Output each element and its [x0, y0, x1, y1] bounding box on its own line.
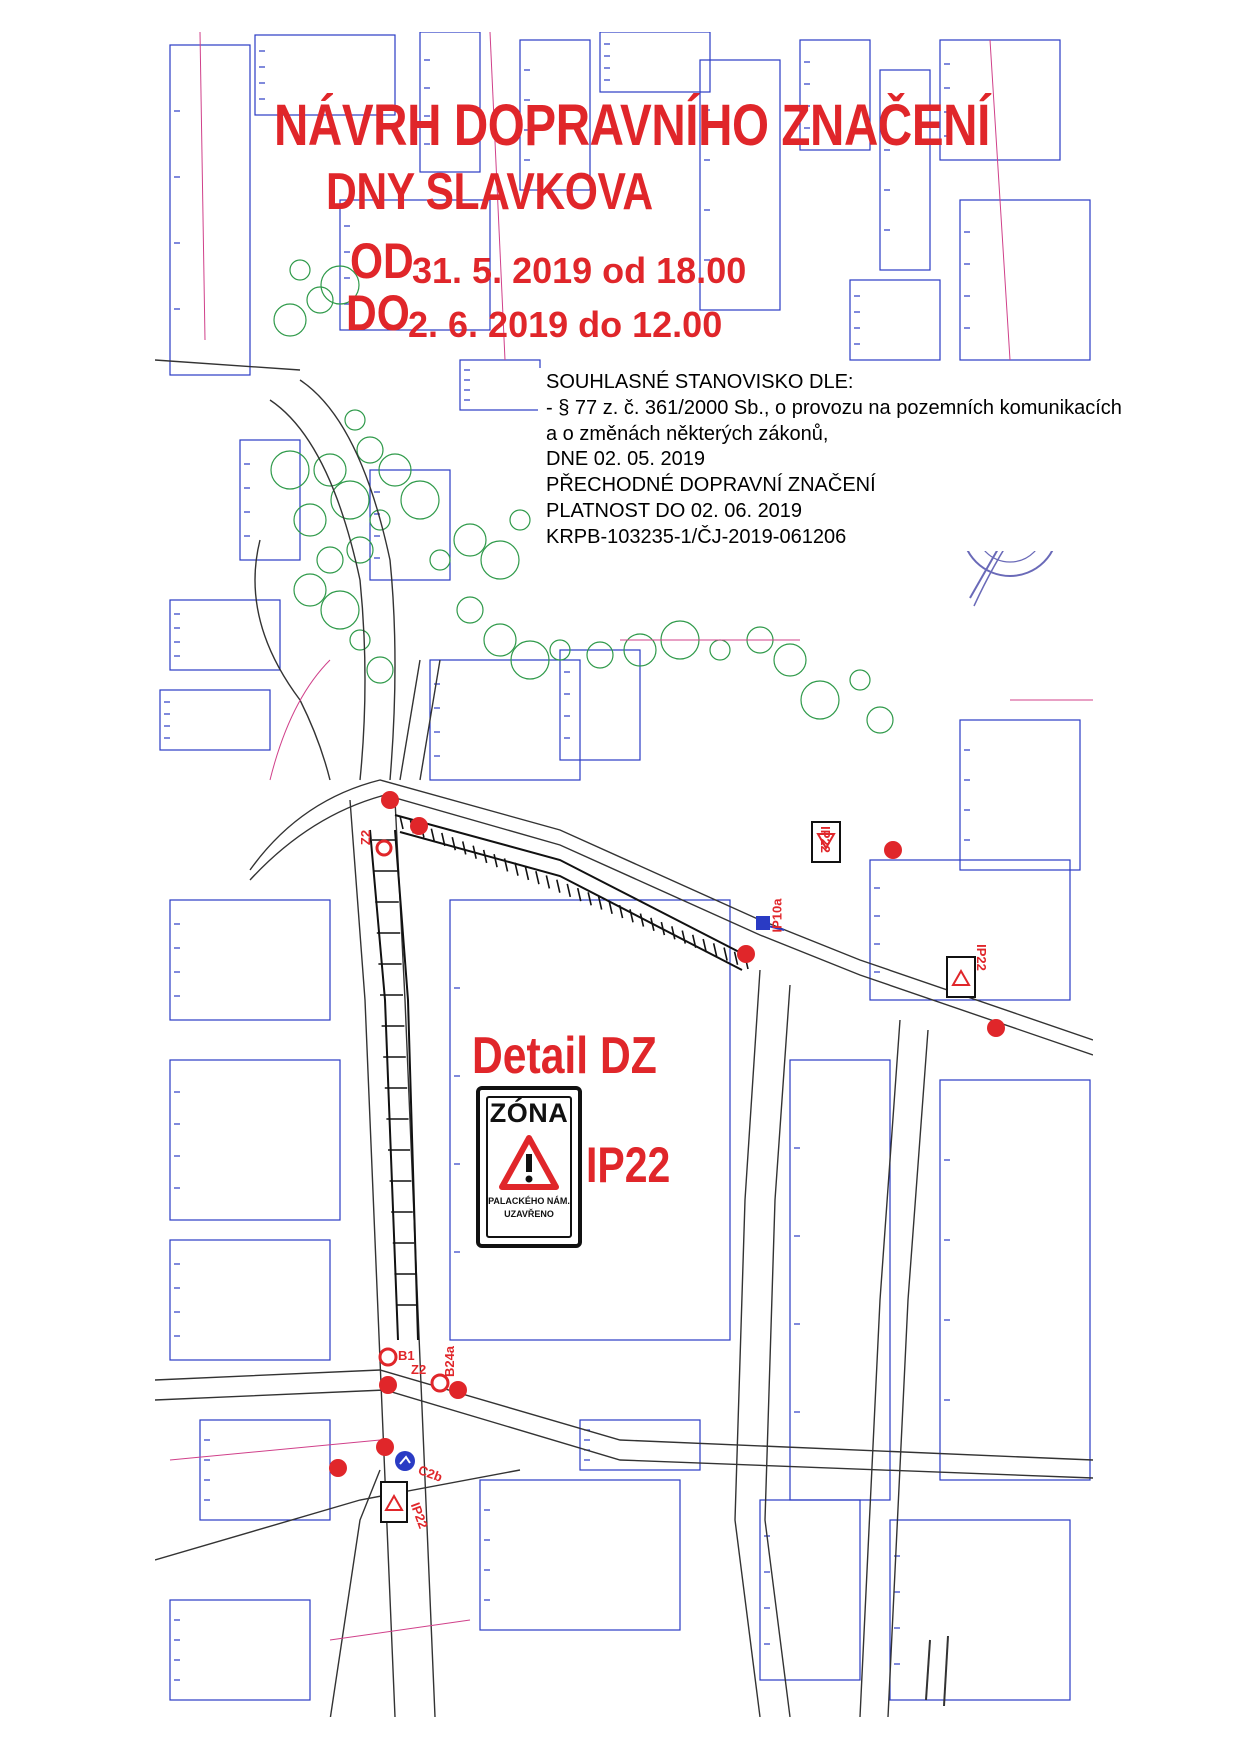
tree	[484, 624, 516, 656]
tree	[401, 481, 439, 519]
hatch-tick	[714, 943, 717, 956]
tree	[317, 547, 343, 573]
building-block	[170, 600, 280, 670]
building-block	[760, 1500, 860, 1680]
map-label-z2: Z2	[358, 829, 374, 846]
hatch-tick	[599, 897, 602, 910]
sign-marker	[410, 817, 428, 835]
building-block	[170, 900, 330, 1020]
sign-marker	[381, 791, 399, 809]
approval-line: PLATNOST DO 02. 06. 2019	[546, 499, 803, 522]
b1-marker	[380, 1349, 396, 1365]
approval-line: DNE 02. 05. 2019	[546, 448, 705, 471]
tree	[587, 642, 613, 668]
sign-word: ZÓNA	[489, 1098, 569, 1128]
detail-title: Detail DZ	[472, 1027, 657, 1085]
sign-marker	[987, 1019, 1005, 1037]
tree	[801, 681, 839, 719]
tree	[457, 597, 483, 623]
sign-marker	[449, 1381, 467, 1399]
map-label-b24a: B24a	[442, 1345, 458, 1378]
building-block	[560, 650, 640, 760]
ip22-zone-sign	[476, 1086, 582, 1248]
tree	[274, 304, 306, 336]
building-block	[170, 45, 250, 375]
sign-code: IP22	[586, 1137, 671, 1193]
tree	[510, 510, 530, 530]
tree	[710, 640, 730, 660]
sign-subtext-2: UZAVŘENO	[504, 1209, 554, 1219]
b24a-marker	[432, 1375, 448, 1391]
from-label: OD	[350, 233, 414, 289]
tree	[357, 437, 383, 463]
building-block	[170, 1060, 340, 1220]
hatch-tick	[588, 892, 591, 905]
tree	[294, 574, 326, 606]
map-label-ip22: IP22	[407, 1500, 431, 1531]
building-block	[850, 280, 940, 360]
sign-marker	[737, 945, 755, 963]
hatch-tick	[630, 909, 633, 922]
sign-marker	[379, 1376, 397, 1394]
approval-line: SOUHLASNÉ STANOVISKO DLE:	[546, 371, 854, 393]
hatch-tick	[463, 841, 466, 854]
tree	[367, 657, 393, 683]
tree	[290, 260, 310, 280]
hatch-tick	[494, 854, 497, 867]
map-label-b1: B1	[398, 1348, 415, 1363]
plan-subtitle: DNY SLAVKOVA	[326, 163, 653, 221]
hatch-tick	[536, 871, 539, 884]
tree	[430, 550, 450, 570]
sign-marker	[376, 1438, 394, 1456]
sign-marker	[884, 841, 902, 859]
tree	[321, 591, 359, 629]
map-label-ip22: IP22	[817, 826, 833, 853]
tree	[850, 670, 870, 690]
hatch-tick	[578, 888, 581, 901]
approval-line: - § 77 z. č. 361/2000 Sb., o provozu na pozemních komunikacích	[546, 396, 1122, 419]
building-block	[940, 1080, 1090, 1480]
tree	[345, 410, 365, 430]
map-label-ip22: IP22	[973, 944, 989, 971]
map-label-z2: Z2	[411, 1362, 427, 1377]
tree	[867, 707, 893, 733]
hatch-tick	[682, 931, 685, 944]
tree	[481, 541, 519, 579]
zone-sign-marker-3	[381, 1482, 407, 1522]
approval-statement	[538, 368, 1240, 551]
warning-triangle-icon	[498, 1134, 560, 1192]
building-block	[430, 660, 580, 780]
approval-line: KRPB-103235-1/ČJ-2019-061206	[546, 525, 847, 548]
building-block	[240, 440, 300, 560]
tree	[271, 451, 309, 489]
building-block	[960, 200, 1090, 360]
to-date: 2. 6. 2019 do 12.00	[408, 304, 723, 345]
scan-marks	[926, 1636, 948, 1706]
z2-top-marker	[377, 841, 391, 855]
hatch-tick	[672, 926, 675, 939]
hatch-tick	[640, 914, 643, 927]
hatch-tick	[567, 884, 570, 897]
building-block	[960, 720, 1080, 870]
building-block	[160, 690, 270, 750]
hatch-tick	[724, 948, 727, 961]
c2b-marker	[395, 1451, 415, 1471]
tree	[454, 524, 486, 556]
map-label-c2b: C2b	[416, 1462, 445, 1485]
hatch-tick	[557, 880, 560, 893]
zone-sign-marker-2	[947, 957, 975, 997]
building-block	[890, 1520, 1070, 1700]
hatch-tick	[452, 837, 455, 850]
tree	[331, 481, 369, 519]
hatch-tick	[525, 867, 528, 880]
building-block	[170, 1240, 330, 1360]
from-date: 31. 5. 2019 od 18.00	[412, 250, 747, 291]
approval-line: a o změnách některých zákonů,	[546, 422, 829, 445]
tree	[294, 504, 326, 536]
approval-line: PŘECHODNÉ DOPRAVNÍ ZNAČENÍ	[546, 474, 876, 497]
to-label: DO	[346, 285, 410, 341]
building-block	[790, 1060, 890, 1500]
map-label-ip10a: IP10a	[769, 898, 785, 933]
sign-marker	[329, 1459, 347, 1477]
building-block	[170, 1600, 310, 1700]
tree	[350, 630, 370, 650]
tree	[774, 644, 806, 676]
sign-subtext-1: PALACKÉHO NÁM.	[488, 1196, 570, 1206]
building-block	[600, 32, 710, 92]
hatch-tick	[546, 875, 549, 888]
building-block	[200, 1420, 330, 1520]
building-block	[480, 1480, 680, 1630]
building-block	[460, 360, 540, 410]
plan-title: NÁVRH DOPRAVNÍHO ZNAČENÍ	[274, 93, 990, 158]
